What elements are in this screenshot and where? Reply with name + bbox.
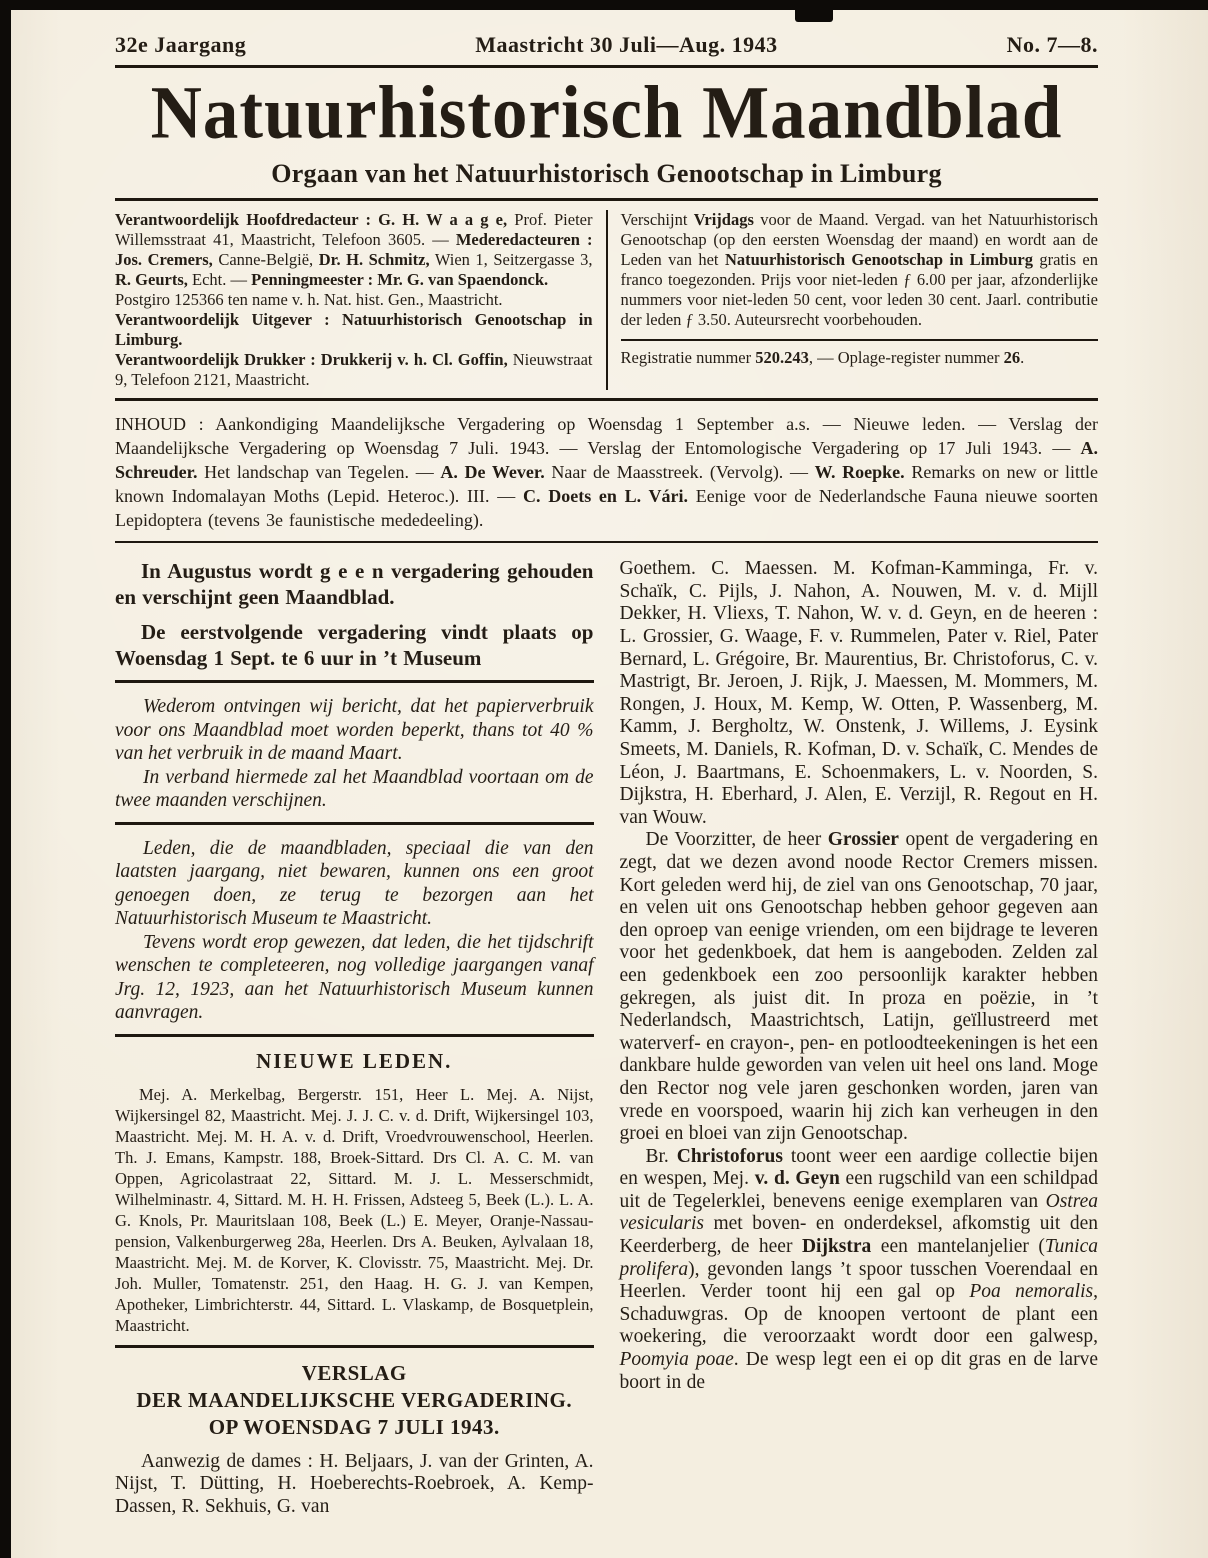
page-title: Natuurhistorisch Maandblad xyxy=(150,71,1063,155)
header-meta-row xyxy=(115,32,1098,58)
masthead-right-column xyxy=(621,210,1099,390)
date-label: Maastricht 30 Juli—Aug. 1943 xyxy=(475,32,778,57)
heading-line: OP WOENSDAG 7 JULI 1943. xyxy=(208,1414,500,1439)
heading-line: DER MAANDELIJKSCHE VERGADERING. xyxy=(136,1387,573,1412)
scan-border-top xyxy=(0,0,1208,10)
registration-line: Registratie nummer 520.243, — Oplage-register nummer 26. xyxy=(620,348,1025,368)
paper-notice-paragraph: In verband hiermede zal het Maandblad voortaan om de twee maanden verschijnen. xyxy=(115,766,594,812)
table-of-contents: INHOUD : Aankondiging Maandelijksche Vergadering op Woensdag 1 September a.s. — Nieuwe leden. — Verslag der Maandelijksche Vergadering op Woensdag 7 Juli. 1943. — Verslag der Entomologische Vergadering op 17 Juli 1943. — A. Schreuder. Het landschap van Tegelen. — A. De Wever. Naar de Maasstreek. (Vervolg). — W. Roepke. Remarks on new or little known Indomalayan Moths (Lepid. Heteroc.). III. — C. Doets en L. Vári. Eenige voor de Nederlandsche Fauna nieuwe soorten Lepidoptera (tevens 3e faunistische mededeeling). xyxy=(115,414,1099,531)
new-members-list: Mej. A. Merkelbag, Bergerstr. 151, Heer L. Mej. A. Nijst, Wijkersingel 82, Maastricht. Mej. J. J. C. v. d. Drift, Wijkersingel 103, Maastricht. Mej. M. H. A. v. d. Drift, Vroedvrouwenschool, Heerlen. Th. J. Emans, Kampstr. 188, Broek-Sittard. Drs Cl. A. C. M. van Oppen, Agricolastraat 22, Sittard. M. J. L. Messerschmidt, Wilhelminastr. 4, Sittard. M. H. H. Frissen, Adsteeg 5, Beek (L.). L. A. G. Knols, Pr. Mauritslaan 108, Beek (L.) E. Meyer, Oranje-Nassau-pension, Valkenburgerweg 28a, Heerlen. Drs A. Beuken, Aylvalaan 18, Maastricht. Mej. M. de Korver, K. Clovisstr. 75, Maastricht. Mej. Dr. Joh. Muller, Tomatenstr. 251, den Haag. H. G. J. van Kempen, Apotheker, Limbrichterstr. 44, Sittard. L. Vlaskamp, de Bosquetplein, Maastricht. xyxy=(115,1084,594,1335)
horizontal-rule xyxy=(115,1034,594,1037)
page-subtitle: Orgaan van het Natuurhistorisch Genootschap in Limburg xyxy=(271,159,942,189)
right-column xyxy=(620,558,1099,1518)
horizontal-rule xyxy=(621,339,1099,341)
postgiro-line: Postgiro 125366 ten name v. h. Nat. hist. Gen., Maastricht. xyxy=(115,290,503,310)
horizontal-rule xyxy=(115,198,1098,201)
exhibits-paragraph: Br. Christoforus toont weer een aardige collectie bijen en wespen, Mej. v. d. Geyn een rugschild van een schildpad uit de Tegelerklei, benevens eenige exemplaren van Ostrea vesicularis met boven- en onderdeksel, afkomstig uit den Keerderberg, de heer Dijkstra een mantelanjelier (Tunica prolifera), gevonden langs ’t spoor tusschen Voerendaal en Heerlen. Verder toont hij een gal op Poa nemoralis, Schaduwgras. Op de knoopen vertoont de plant een woekering, die veroorzaakt wordt door een galwesp, Poomyia poae. De wesp legt een ei op dit gras en de larve boort in de xyxy=(619,1145,1098,1393)
horizontal-rule xyxy=(115,65,1098,68)
paper-notice-paragraph: Wederom ontvingen wij bericht, dat het papierverbruik voor ons Maandblad moet worden beperkt, thans tot 40 % van het verbruik in de maand Maart. xyxy=(115,696,594,765)
masthead xyxy=(115,210,1098,390)
heading-line: VERSLAG xyxy=(301,1360,407,1385)
horizontal-rule xyxy=(115,822,594,825)
masthead-left-column xyxy=(115,210,593,390)
attendees-continued-paragraph: Goethem. C. Maessen. M. Kofman-Kamminga, Fr. v. Schaïk, C. Pijls, J. Nahon, A. Nouwen, M. v. d. Mijll Dekker, H. Vliexs, T. Nahon, W. v. d. Geyn, en de heeren : L. Grossier, G. Waage, F. v. Rummelen, Pater v. Riel, Pater Bernard, L. Grégoire, Br. Maurentius, Br. Christoforus, C. v. Mastrigt, Br. Jeroen, J. Rijk, J. Maessen, M. Mommers, M. Rongen, J. Houx, M. Kemp, W. Otten, P. Wassenberg, M. Kamm, J. Bergholtz, W. Onstenk, J. Willems, J. Eysink Smeets, M. Daniels, R. Kofman, D. v. Schaïk, C. Mendes de Léon, J. Baartmans, E. Schoenmakers, L. v. Noorden, S. Dijkstra, H. Eberhard, J. Alen, E. Verzijl, R. Regout en H. van Wouw. xyxy=(619,558,1098,828)
vertical-divider xyxy=(606,210,608,390)
attendees-paragraph: Aanwezig de dames : H. Beljaars, J. van der Grinten, A. Nijst, T. Dütting, H. Hoeberechts-Roebroek, A. Kemp-Dassen, R. Sekhuis, G. van xyxy=(115,1450,594,1517)
issue-label: No. 7—8. xyxy=(1006,32,1098,57)
new-members-heading: NIEUWE LEDEN. xyxy=(256,1048,453,1073)
publisher-line: Verantwoordelijk Uitgever : Natuurhistorisch Genootschap in Limburg. xyxy=(115,310,593,350)
horizontal-rule xyxy=(115,680,594,683)
scan-border-left xyxy=(0,0,11,1558)
announcement-paragraph: In Augustus wordt g e e n vergadering gehouden en verschijnt geen Maandblad. xyxy=(115,559,594,610)
chairman-paragraph: De Voorzitter, de heer Grossier opent de vergadering en zegt, dat we dezen avond noode Rector Cremers missen. Kort geleden werd hij, de ziel van ons Genootschap, 70 jaar, en velen uit ons Genootschap hebben gehoor gegeven aan den oproep van eenige vrienden, om een bijdrage te leveren voor het gedenkboek, dat hem is aangeboden. Zelden zal een gedenkboek een zoo persoonlijk karakter hebben gekregen, als juist dit. In proza en poëzie, in ’t Nederlandsch, Maastrichtsch, Latijn, geïllustreerd met waterverf- en crayon-, pen- en potloodteekeningen is het een dankbare hulde geworden van velen uit heel ons land. Moge den Rector nog vele jaren geschonken worden, jaren van vrede en voorspoed, waarin hij zich kan verheugen in den groei en bloei van zijn Genootschap. xyxy=(619,829,1099,1145)
page-content xyxy=(11,10,1208,1558)
return-notice-paragraph: Leden, die de maandbladen, speciaal die van den laatsten jaargang, niet bewaren, kunnen ons een groot genoegen doen, ze terug te bezorgen aan het Natuurhistorisch Museum te Maastricht. xyxy=(115,837,594,930)
horizontal-rule xyxy=(115,398,1098,401)
printer-line: Verantwoordelijk Drukker : Drukkerij v. h. Cl. Goffin, Nieuwstraat 9, Telefoon 2121, Maastricht. xyxy=(115,350,593,390)
editors-paragraph: Verantwoordelijk Hoofdredacteur : G. H. W a a g e, Prof. Pieter Willemsstraat 41, Maastricht, Telefoon 3605. — Mederedacteuren : Jos. Cremers, Canne-België, Dr. H. Schmitz, Wien 1, Seitzergasse 3, R. Geurts, Echt. — Penningmeester : Mr. G. van Spaendonck. xyxy=(115,210,593,290)
meeting-report-heading xyxy=(115,1360,594,1441)
return-notice-paragraph: Tevens wordt erop gewezen, dat leden, die het tijdschrift wenschen te completeeren, nog volledige jaargangen vanaf Jrg. 12, 1923, aan het Natuurhistorisch Museum kunnen aanvragen. xyxy=(115,931,594,1024)
horizontal-rule xyxy=(115,1345,594,1348)
body-columns xyxy=(115,558,1098,1518)
announcement-paragraph: De eerstvolgende vergadering vindt plaats op Woensdag 1 Sept. te 6 uur in ’t Museum xyxy=(115,620,594,671)
horizontal-rule xyxy=(115,541,1098,543)
left-column xyxy=(115,558,594,1518)
publication-info-paragraph: Verschijnt Vrijdags voor de Maand. Vergad. van het Natuurhistorisch Genootschap (op den eersten Woensdag der maand) en wordt aan de Leden van het Natuurhistorisch Genootschap in Limburg gratis en franco toegezonden. Prijs voor niet-leden ƒ 6.00 per jaar, afzonderlijke nummers voor niet-leden 50 cent, voor leden 30 cent. Jaarl. contributie der leden ƒ 3.50. Auteursrecht voorbehouden. xyxy=(620,210,1098,330)
volume-label: 32e Jaargang xyxy=(115,32,247,57)
